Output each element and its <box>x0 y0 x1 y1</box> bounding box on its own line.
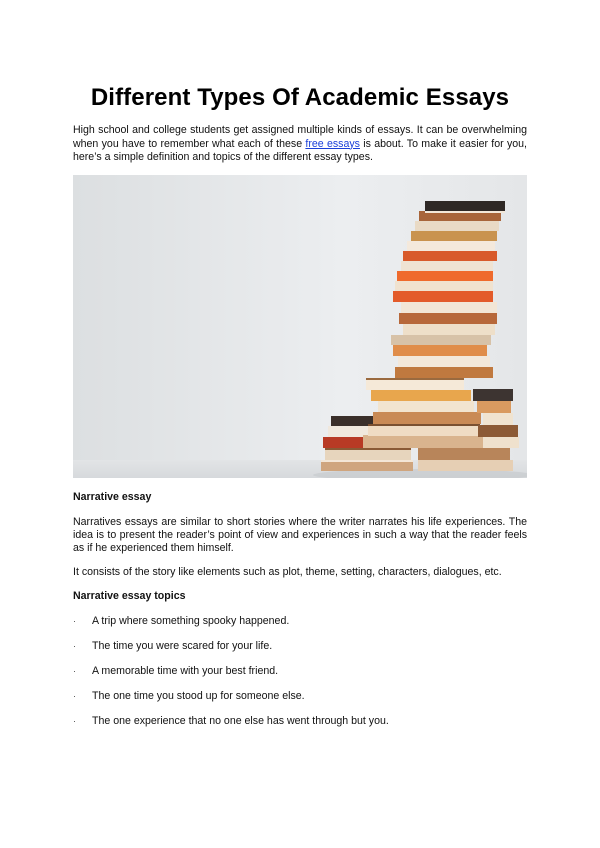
intro-paragraph <box>73 124 527 165</box>
intro-text-after-link: is about. To make it easier for you, here’s a simple definition and topics of the different essay types. <box>73 137 528 163</box>
hero-image-books <box>73 175 527 478</box>
bullet-icon: · <box>73 616 76 626</box>
bullet-icon: · <box>73 641 76 651</box>
narrative-paragraph-1: Narratives essays are similar to short stories where the writer narrates his life experiences. The idea is to present the reader’s point of view and experiences in such a way that the reader feels as if he experienced them himself. <box>73 516 527 554</box>
narrative-paragraph-2: It consists of the story like elements such as plot, theme, setting, characters, dialogues, etc. <box>73 566 502 578</box>
bullet-icon: · <box>73 716 76 726</box>
topic-text: The time you were scared for your life. <box>92 640 273 652</box>
list-item <box>73 664 527 689</box>
list-item <box>73 714 527 739</box>
free-essays-link[interactable]: free essays <box>305 137 360 150</box>
bullet-icon: · <box>73 691 76 701</box>
intro-text-before-link: High school and college students get assigned multiple kinds of essays. It can be overwhelming when you have to remember what each of these <box>73 124 527 150</box>
narrative-essay-heading: Narrative essay <box>73 491 152 503</box>
list-item <box>73 689 527 714</box>
topic-text: The one time you stood up for someone else. <box>92 690 305 702</box>
list-item <box>73 614 527 639</box>
narrative-topics-list <box>73 614 527 739</box>
topic-text: The one experience that no one else has went through but you. <box>92 715 389 727</box>
list-item <box>73 639 527 664</box>
topic-text: A trip where something spooky happened. <box>92 615 290 627</box>
book-stack-illustration <box>73 175 527 478</box>
page-title: Different Types Of Academic Essays <box>90 84 510 111</box>
narrative-topics-heading: Narrative essay topics <box>73 590 186 602</box>
topic-text: A memorable time with your best friend. <box>92 665 279 677</box>
bullet-icon: · <box>73 666 76 676</box>
